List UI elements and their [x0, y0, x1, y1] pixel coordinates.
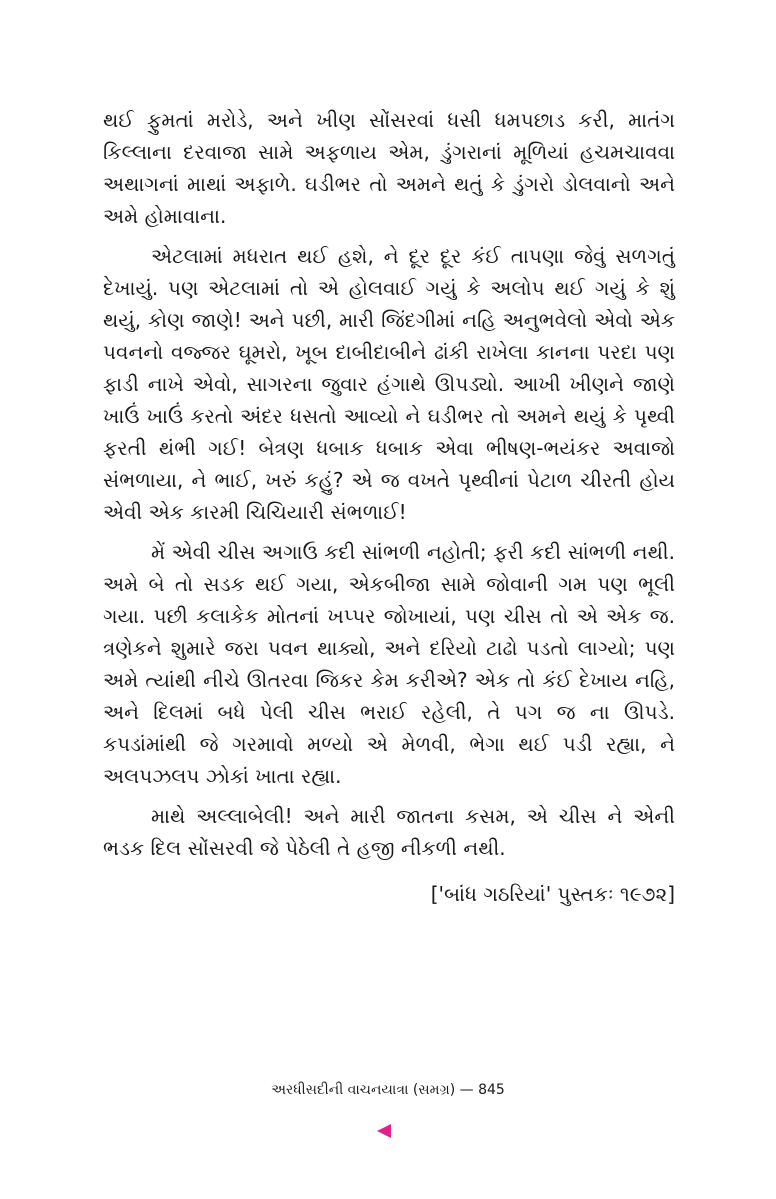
paragraph-2: એટલામાં મધરાત થઈ હશે, ને દૂર દૂર કંઈ તાપણા જેવું સળગતું દેખાયું. પણ એટલામાં તો એ હોલવાઈ ગયું કે અલોપ થઈ ગયું કે શું થયું, કોણ જાણે! અને પછી, મારી જિંદગીમાં નહિ અનુભવેલો એવો એક પવનનો વજ્જર ઘૂમરો, ખૂબ દાબીદાબીને ઢાંકી રાખેલા કાનના પરદા પણ ફાડી નાખે એવો, સાગરના જુવાર હંગાથે ઊપડ્યો. આખી ખીણને જાણે ખાઉં ખાઉં કરતો અંદર ધસતો આવ્યો ને ઘડીભર તો અમને થયું કે પૃથ્વી ફરતી થંભી ગઈ! બેત્રણ ધબાક ધબાક એવા ભીષણ-ભયંકર અવાજો સંભળાયા, ને ભાઈ, ખરું કહું? એ જ વખતે પૃથ્વીનાં પેટાળ ચીરતી હોય એવી એક કારમી ચિચિયારી સંભળાઈ!	[103, 244, 675, 524]
previous-page-arrow-icon[interactable]	[377, 1124, 391, 1138]
page-footer: અરધીસદીની વાચનયાત્રા (સમગ્ર) — 845	[271, 1082, 505, 1098]
source-citation: ['બાંધ ગઠરિયાં' પુસ્તકઃ ૧૯૭૨]	[430, 882, 675, 906]
paragraph-1: થઈ ફુમતાં મરોડે, અને ખીણ સોંસરવાં ધસી ધમપછાડ કરી, માતંગ કિલ્લાના દરવાજા સામે અફળાય એમ, ડુંગરાનાં મૂળિયાં હચમચાવવા અથાગનાં માથાં અફાળે. ઘડીભર તો અમને થતું કે ડુંગરો ડોલવાનો અને અમે હોમાવાના.	[103, 108, 675, 228]
paragraph-3: મેં એવી ચીસ અગાઉ કદી સાંભળી નહોતી; ફરી કદી સાંભળી નથી. અમે બે તો સડક થઈ ગયા, એકબીજા સામે જોવાની ગમ પણ ભૂલી ગયા. પછી કલાકેક મોતનાં ખપ્પર જોખાયાં, પણ ચીસ તો એ એક જ. ત્રણેકને શુમારે જરા પવન થાક્યો, અને દરિયો ટાઢો પડતો લાગ્યો; પણ અમે ત્યાંથી નીચે ઊતરવા જિકર કેમ કરીએ? એક તો કંઈ દેખાય નહિ, અને દિલમાં બધે પેલી ચીસ ભરાઈ રહેલી, તે પગ જ ના ઊપડે. કપડાંમાંથી જે ગરમાવો મળ્યો એ મેળવી, ભેગા થઈ પડી રહ્યા, ને અલપઝલપ ઝોકાં ખાતા રહ્યા.	[103, 540, 675, 788]
page-body	[103, 104, 675, 910]
paragraph-4: માથે અલ્લાબેલી! અને મારી જાતના કસમ, એ ચીસ ને એની ભડક દિલ સોંસરવી જે પેઠેલી તે હજી નીકળી નથી.	[103, 804, 675, 860]
